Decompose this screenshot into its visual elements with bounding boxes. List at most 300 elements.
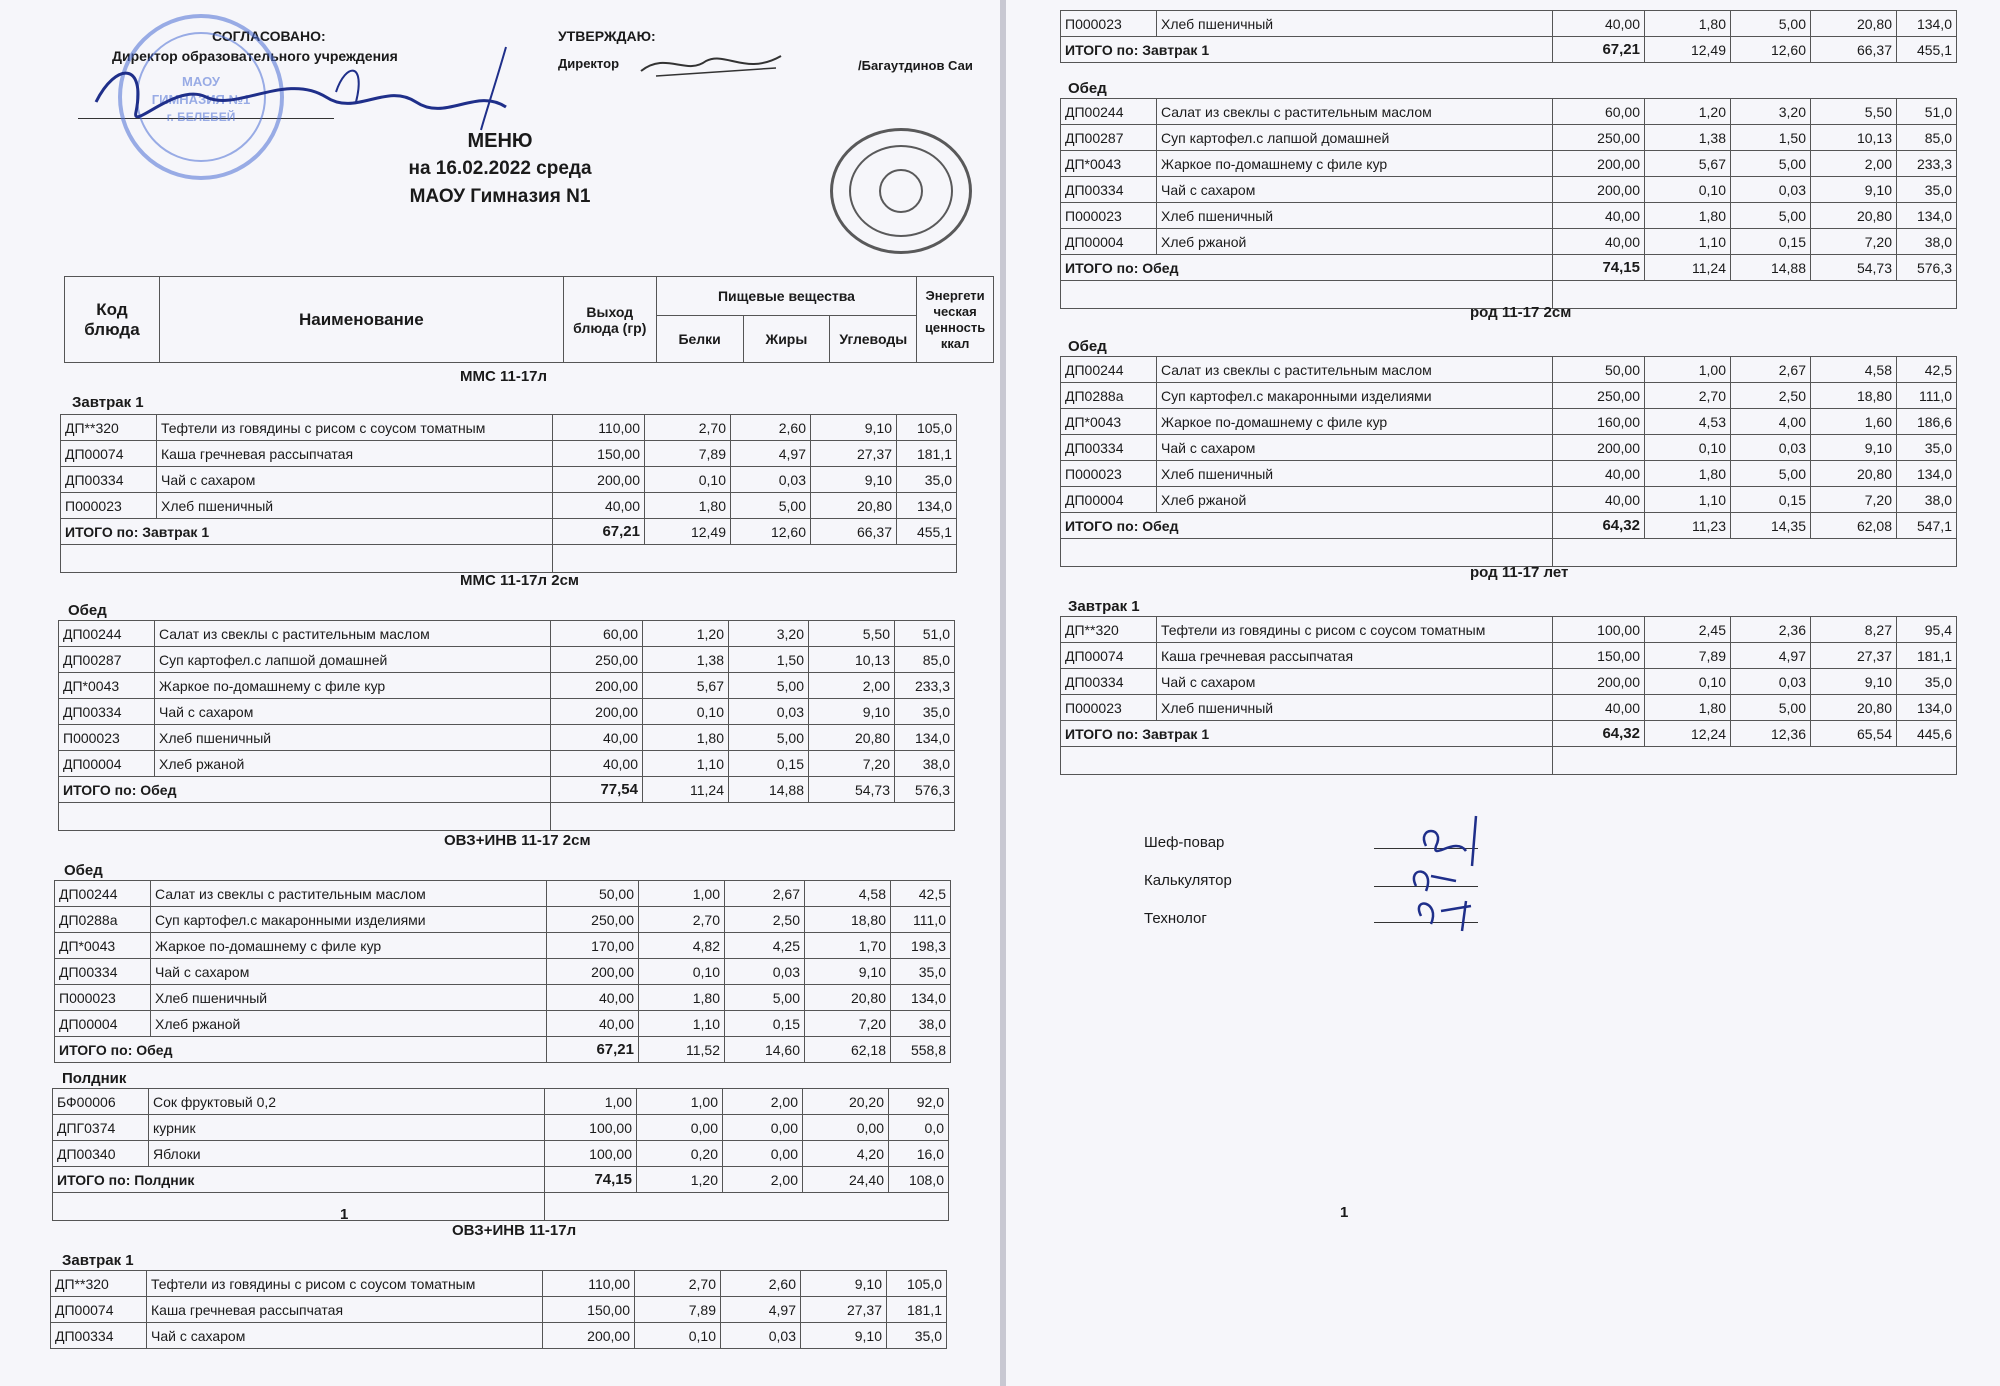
cell-output: 200,00 [551, 673, 643, 699]
header-output: Выход блюда (гр) [563, 277, 656, 363]
cell-protein: 2,45 [1645, 617, 1731, 643]
cell-carb: 4,58 [805, 881, 891, 907]
cell-output: 50,00 [1553, 357, 1645, 383]
cell-code: ДП0288а [55, 907, 151, 933]
cell-output: 200,00 [547, 959, 639, 985]
table-row [61, 415, 957, 441]
total-fat: 14,88 [729, 777, 809, 803]
cell-code: ДП00334 [1061, 669, 1157, 695]
cell-fat: 5,00 [1731, 695, 1811, 721]
cell-name: Суп картофел.с макаронными изделиями [1157, 383, 1553, 409]
cell-energy: 181,1 [887, 1297, 947, 1323]
cell-fat: 1,50 [729, 647, 809, 673]
total-output: 77,54 [551, 777, 643, 803]
cell-output: 100,00 [1553, 617, 1645, 643]
cell-output: 40,00 [553, 493, 645, 519]
blank-row [61, 545, 957, 573]
official-seal [830, 128, 972, 254]
total-carb: 62,18 [805, 1037, 891, 1063]
stamp-line-3: г. БЕЛЕБЕЙ [166, 110, 236, 124]
cell-fat: 5,00 [1731, 461, 1811, 487]
cell-protein: 4,53 [1645, 409, 1731, 435]
table-row [59, 647, 955, 673]
cell-code: П000023 [61, 493, 157, 519]
meal-lunch: Обед [68, 602, 107, 619]
cell-output: 200,00 [1553, 669, 1645, 695]
meal-breakfast-ovz: Завтрак 1 [62, 1252, 134, 1269]
cell-carb: 20,80 [805, 985, 891, 1011]
total-carb: 54,73 [1811, 255, 1897, 281]
total-row [1061, 513, 1957, 539]
cell-code: БФ00006 [53, 1089, 149, 1115]
table-r-lunch [1060, 98, 1957, 309]
category-mms-2sm: ММС 11-17л 2см [460, 572, 580, 589]
cell-output: 40,00 [547, 985, 639, 1011]
cell-code: ДП*0043 [1061, 409, 1157, 435]
total-label: ИТОГО по: Завтрак 1 [61, 519, 553, 545]
total-row [1061, 255, 1957, 281]
cell-code: ДП00287 [59, 647, 155, 673]
table-row [55, 907, 951, 933]
cell-output: 150,00 [543, 1297, 635, 1323]
cell-carb: 4,20 [803, 1141, 889, 1167]
cell-code: П000023 [1061, 203, 1157, 229]
total-fat: 2,00 [723, 1167, 803, 1193]
director-signature-left [86, 42, 516, 132]
table-row [61, 467, 957, 493]
cell-name: Суп картофел.с макаронными изделиями [151, 907, 547, 933]
cell-fat: 2,60 [731, 415, 811, 441]
cell-protein: 2,70 [639, 907, 725, 933]
cell-energy: 181,1 [1897, 643, 1957, 669]
title-menu: МЕНЮ [467, 130, 533, 152]
cell-protein: 0,20 [637, 1141, 723, 1167]
total-output: 67,21 [553, 519, 645, 545]
cell-carb: 20,80 [811, 493, 897, 519]
table-mms-lunch [58, 620, 955, 831]
blank-row [1061, 539, 1957, 567]
table-r-breakfast-tail [1060, 10, 1957, 63]
header-code: Код блюда [65, 277, 160, 363]
blank-row [1061, 747, 1957, 775]
cell-fat: 4,97 [731, 441, 811, 467]
total-protein: 11,52 [639, 1037, 725, 1063]
cell-protein: 1,10 [643, 751, 729, 777]
cell-code: ДП00244 [59, 621, 155, 647]
total-label: ИТОГО по: Обед [55, 1037, 547, 1063]
cell-name: Каша гречневая рассыпчатая [1157, 643, 1553, 669]
blank-row [59, 803, 955, 831]
cell-fat: 0,03 [1731, 669, 1811, 695]
table-row [1061, 151, 1957, 177]
cell-name: Салат из свеклы с растительным маслом [151, 881, 547, 907]
cell-fat: 5,00 [731, 493, 811, 519]
cell-protein: 0,10 [643, 699, 729, 725]
cell-name: Хлеб ржаной [155, 751, 551, 777]
cell-output: 60,00 [1553, 99, 1645, 125]
cell-fat: 0,03 [1731, 435, 1811, 461]
header-name: Наименование [159, 277, 563, 363]
confirm-role: Директор [558, 56, 620, 71]
cell-output: 50,00 [547, 881, 639, 907]
cell-carb: 9,10 [801, 1323, 887, 1349]
cell-fat: 0,15 [1731, 487, 1811, 513]
cell-name: Хлеб ржаной [151, 1011, 547, 1037]
cell-output: 150,00 [553, 441, 645, 467]
cell-fat: 4,00 [1731, 409, 1811, 435]
cell-carb: 9,10 [801, 1271, 887, 1297]
cell-name: Чай с сахаром [1157, 435, 1553, 461]
cell-name: Хлеб пшеничный [1157, 203, 1553, 229]
cell-output: 40,00 [1553, 203, 1645, 229]
cell-name: Салат из свеклы с растительным маслом [155, 621, 551, 647]
total-protein: 12,49 [645, 519, 731, 545]
cell-output: 200,00 [543, 1323, 635, 1349]
cell-code: П000023 [1061, 461, 1157, 487]
cell-fat: 0,03 [1731, 177, 1811, 203]
cell-name: Хлеб пшеничный [1157, 11, 1553, 37]
cell-carb: 1,70 [805, 933, 891, 959]
cell-energy: 51,0 [1897, 99, 1957, 125]
total-label: ИТОГО по: Завтрак 1 [1061, 721, 1553, 747]
cell-name: Чай с сахаром [151, 959, 547, 985]
cell-protein: 1,10 [639, 1011, 725, 1037]
cell-name: Салат из свеклы с растительным маслом [1157, 357, 1553, 383]
total-row [59, 777, 955, 803]
total-label: ИТОГО по: Обед [59, 777, 551, 803]
cell-fat: 0,03 [721, 1323, 801, 1349]
table-row [55, 933, 951, 959]
cell-output: 40,00 [1553, 695, 1645, 721]
cell-energy: 38,0 [1897, 487, 1957, 513]
header-protein: Белки [656, 315, 743, 362]
cell-code: ДП00074 [51, 1297, 147, 1323]
cell-protein: 2,70 [1645, 383, 1731, 409]
cell-code: ДП00004 [59, 751, 155, 777]
table-row [1061, 487, 1957, 513]
cell-output: 250,00 [1553, 125, 1645, 151]
cell-energy: 16,0 [889, 1141, 949, 1167]
approved-label: СОГЛАСОВАНО: [212, 28, 326, 44]
cell-energy: 105,0 [887, 1271, 947, 1297]
total-energy: 576,3 [895, 777, 955, 803]
cell-carb: 27,37 [811, 441, 897, 467]
blank-cell [1553, 747, 1957, 775]
cell-output: 60,00 [551, 621, 643, 647]
cell-output: 1,00 [545, 1089, 637, 1115]
total-energy: 547,1 [1897, 513, 1957, 539]
cell-name: Тефтели из говядины с рисом с соусом томатным [157, 415, 553, 441]
table-row [1061, 11, 1957, 37]
cell-carb: 20,20 [803, 1089, 889, 1115]
cell-protein: 1,38 [1645, 125, 1731, 151]
cell-name: Жаркое по-домашнему с филе кур [155, 673, 551, 699]
cell-name: Хлеб пшеничный [151, 985, 547, 1011]
table-row [61, 441, 957, 467]
cell-name: Суп картофел.с лапшой домашней [155, 647, 551, 673]
total-protein: 12,49 [1645, 37, 1731, 63]
cell-energy: 35,0 [891, 959, 951, 985]
blank-cell [545, 1193, 949, 1221]
total-fat: 14,60 [725, 1037, 805, 1063]
cell-protein: 7,89 [635, 1297, 721, 1323]
meal-lunch-ovz: Обед [64, 862, 103, 879]
cell-energy: 105,0 [897, 415, 957, 441]
cell-energy: 85,0 [1897, 125, 1957, 151]
cell-protein: 1,80 [1645, 203, 1731, 229]
cell-protein: 0,10 [1645, 669, 1731, 695]
cell-protein: 1,10 [1645, 487, 1731, 513]
cell-fat: 2,67 [725, 881, 805, 907]
table-row [55, 881, 951, 907]
total-label: ИТОГО по: Обед [1061, 255, 1553, 281]
cell-fat: 5,00 [1731, 11, 1811, 37]
cell-carb: 20,80 [1811, 11, 1897, 37]
cell-code: ДП00004 [1061, 487, 1157, 513]
table-row [53, 1115, 949, 1141]
cell-energy: 181,1 [897, 441, 957, 467]
cell-energy: 51,0 [895, 621, 955, 647]
cell-protein: 0,10 [639, 959, 725, 985]
blank-cell [553, 545, 957, 573]
total-energy: 455,1 [1897, 37, 1957, 63]
cell-carb: 20,80 [809, 725, 895, 751]
cell-name: Хлеб пшеничный [1157, 695, 1553, 721]
confirm-name: /Багаутдинов Саи [858, 58, 973, 73]
cell-energy: 42,5 [891, 881, 951, 907]
cell-output: 250,00 [551, 647, 643, 673]
table-row [59, 621, 955, 647]
cell-fat: 2,60 [721, 1271, 801, 1297]
total-output: 64,32 [1553, 513, 1645, 539]
blank-row [53, 1193, 949, 1221]
table-row [1061, 695, 1957, 721]
total-row [55, 1037, 951, 1063]
calculator-label: Калькулятор [1144, 872, 1232, 889]
cell-energy: 42,5 [1897, 357, 1957, 383]
cell-carb: 4,58 [1811, 357, 1897, 383]
meal-breakfast-1: Завтрак 1 [72, 394, 144, 411]
cell-protein: 1,00 [639, 881, 725, 907]
cell-fat: 0,03 [729, 699, 809, 725]
cell-output: 110,00 [543, 1271, 635, 1297]
cell-energy: 233,3 [1897, 151, 1957, 177]
table-row [1061, 203, 1957, 229]
total-output: 74,15 [1553, 255, 1645, 281]
total-energy: 558,8 [891, 1037, 951, 1063]
menu-header [64, 276, 994, 363]
cell-carb: 27,37 [801, 1297, 887, 1323]
cell-carb: 10,13 [809, 647, 895, 673]
cell-code: ДП00074 [1061, 643, 1157, 669]
cell-fat: 5,00 [729, 725, 809, 751]
cell-output: 40,00 [1553, 487, 1645, 513]
total-protein: 11,23 [1645, 513, 1731, 539]
table-row [55, 959, 951, 985]
cell-protein: 1,00 [637, 1089, 723, 1115]
cell-fat: 1,50 [1731, 125, 1811, 151]
cell-carb: 9,10 [811, 415, 897, 441]
cell-energy: 35,0 [1897, 177, 1957, 203]
cell-carb: 7,20 [1811, 229, 1897, 255]
cell-output: 100,00 [545, 1141, 637, 1167]
cell-name: Жаркое по-домашнему с филе кур [151, 933, 547, 959]
cell-output: 40,00 [551, 751, 643, 777]
total-protein: 11,24 [643, 777, 729, 803]
table-ovz-lunch [54, 880, 951, 1063]
total-output: 64,32 [1553, 721, 1645, 747]
cell-name: Чай с сахаром [147, 1323, 543, 1349]
blank-cell [61, 545, 553, 573]
cell-name: Каша гречневая рассыпчатая [157, 441, 553, 467]
blank-cell [1061, 747, 1553, 775]
table-ovz-snack [52, 1088, 949, 1221]
cell-energy: 38,0 [1897, 229, 1957, 255]
cell-output: 200,00 [553, 467, 645, 493]
blank-cell [1553, 281, 1957, 309]
total-output: 74,15 [545, 1167, 637, 1193]
cell-energy: 134,0 [1897, 203, 1957, 229]
cell-name: Хлеб ржаной [1157, 229, 1553, 255]
cell-protein: 1,80 [1645, 461, 1731, 487]
cell-code: ДП*0043 [1061, 151, 1157, 177]
title-date: на 16.02.2022 среда [408, 158, 592, 179]
cell-name: Чай с сахаром [155, 699, 551, 725]
cell-output: 250,00 [1553, 383, 1645, 409]
table-row [1061, 229, 1957, 255]
cell-name: курник [149, 1115, 545, 1141]
table-row [51, 1297, 947, 1323]
cell-output: 170,00 [547, 933, 639, 959]
cell-name: Хлеб пшеничный [155, 725, 551, 751]
cell-name: Тефтели из говядины с рисом с соусом томатным [147, 1271, 543, 1297]
cell-carb: 27,37 [1811, 643, 1897, 669]
total-carb: 62,08 [1811, 513, 1897, 539]
cell-carb: 18,80 [1811, 383, 1897, 409]
cell-protein: 1,38 [643, 647, 729, 673]
technologist-label: Технолог [1144, 910, 1207, 927]
table-row [55, 985, 951, 1011]
table-mms-breakfast [60, 414, 957, 573]
cell-name: Хлеб пшеничный [157, 493, 553, 519]
confirm-label: УТВЕРЖДАЮ: [558, 28, 656, 44]
table-rod-lunch [1060, 356, 1957, 567]
table-ovz-breakfast [50, 1270, 947, 1349]
cell-energy: 134,0 [1897, 11, 1957, 37]
cell-fat: 4,97 [721, 1297, 801, 1323]
cell-code: ДП*0043 [55, 933, 151, 959]
cell-energy: 35,0 [897, 467, 957, 493]
cell-energy: 35,0 [887, 1323, 947, 1349]
stamp-line-1: МАОУ [182, 74, 220, 89]
cell-protein: 2,70 [635, 1271, 721, 1297]
total-label: ИТОГО по: Полдник [53, 1167, 545, 1193]
cell-output: 200,00 [1553, 435, 1645, 461]
cell-name: Каша гречневая рассыпчатая [147, 1297, 543, 1323]
cell-output: 100,00 [545, 1115, 637, 1141]
table-row [1061, 357, 1957, 383]
title-school: МАОУ Гимназия N1 [409, 186, 591, 207]
cell-output: 250,00 [547, 907, 639, 933]
total-output: 67,21 [1553, 37, 1645, 63]
cell-code: ДП**320 [61, 415, 157, 441]
category-ovz: ОВЗ+ИНВ 11-17л [452, 1222, 577, 1239]
table-rod-breakfast [1060, 616, 1957, 775]
cell-code: П000023 [1061, 695, 1157, 721]
cell-code: П000023 [1061, 11, 1157, 37]
total-carb: 66,37 [1811, 37, 1897, 63]
cell-code: ДП0288а [1061, 383, 1157, 409]
cell-output: 40,00 [551, 725, 643, 751]
cell-carb: 9,10 [1811, 435, 1897, 461]
table-row [1061, 383, 1957, 409]
table-row [51, 1271, 947, 1297]
cell-energy: 38,0 [891, 1011, 951, 1037]
cell-fat: 5,00 [1731, 203, 1811, 229]
cell-fat: 0,03 [731, 467, 811, 493]
cell-fat: 0,03 [725, 959, 805, 985]
cell-protein: 1,80 [1645, 695, 1731, 721]
right-page [1006, 0, 2000, 1386]
cell-energy: 35,0 [895, 699, 955, 725]
cell-energy: 111,0 [1897, 383, 1957, 409]
total-fat: 12,36 [1731, 721, 1811, 747]
total-row [1061, 721, 1957, 747]
blank-cell [1553, 539, 1957, 567]
cell-code: ДП00334 [51, 1323, 147, 1349]
cell-fat: 0,15 [725, 1011, 805, 1037]
cell-protein: 1,80 [643, 725, 729, 751]
cell-output: 40,00 [1553, 229, 1645, 255]
cell-code: ДП00334 [61, 467, 157, 493]
page-number-left: 1 [340, 1206, 349, 1223]
cell-carb: 7,20 [805, 1011, 891, 1037]
total-carb: 54,73 [809, 777, 895, 803]
total-fat: 14,35 [1731, 513, 1811, 539]
total-fat: 12,60 [1731, 37, 1811, 63]
cell-energy: 0,0 [889, 1115, 949, 1141]
cell-carb: 20,80 [1811, 695, 1897, 721]
total-row [61, 519, 957, 545]
blank-cell [53, 1193, 545, 1221]
cell-fat: 4,97 [1731, 643, 1811, 669]
cell-energy: 92,0 [889, 1089, 949, 1115]
cell-fat: 2,50 [1731, 383, 1811, 409]
cell-name: Жаркое по-домашнему с филе кур [1157, 151, 1553, 177]
cell-carb: 9,10 [1811, 669, 1897, 695]
cell-name: Яблоки [149, 1141, 545, 1167]
cell-energy: 35,0 [1897, 669, 1957, 695]
cell-output: 200,00 [551, 699, 643, 725]
cell-output: 200,00 [1553, 177, 1645, 203]
stamp-line-2: ГИМНАЗИЯ №1 [151, 92, 251, 107]
table-row [55, 1011, 951, 1037]
cell-code: ДП00074 [61, 441, 157, 467]
cell-protein: 1,80 [645, 493, 731, 519]
table-row [61, 493, 957, 519]
total-row [53, 1167, 949, 1193]
cell-energy: 111,0 [891, 907, 951, 933]
cell-name: Чай с сахаром [157, 467, 553, 493]
cell-carb: 9,10 [805, 959, 891, 985]
table-row [59, 725, 955, 751]
cell-code: ДП00334 [1061, 435, 1157, 461]
cell-output: 40,00 [547, 1011, 639, 1037]
cell-protein: 1,10 [1645, 229, 1731, 255]
cell-code: ДП*0043 [59, 673, 155, 699]
cell-carb: 9,10 [811, 467, 897, 493]
cell-carb: 7,20 [809, 751, 895, 777]
